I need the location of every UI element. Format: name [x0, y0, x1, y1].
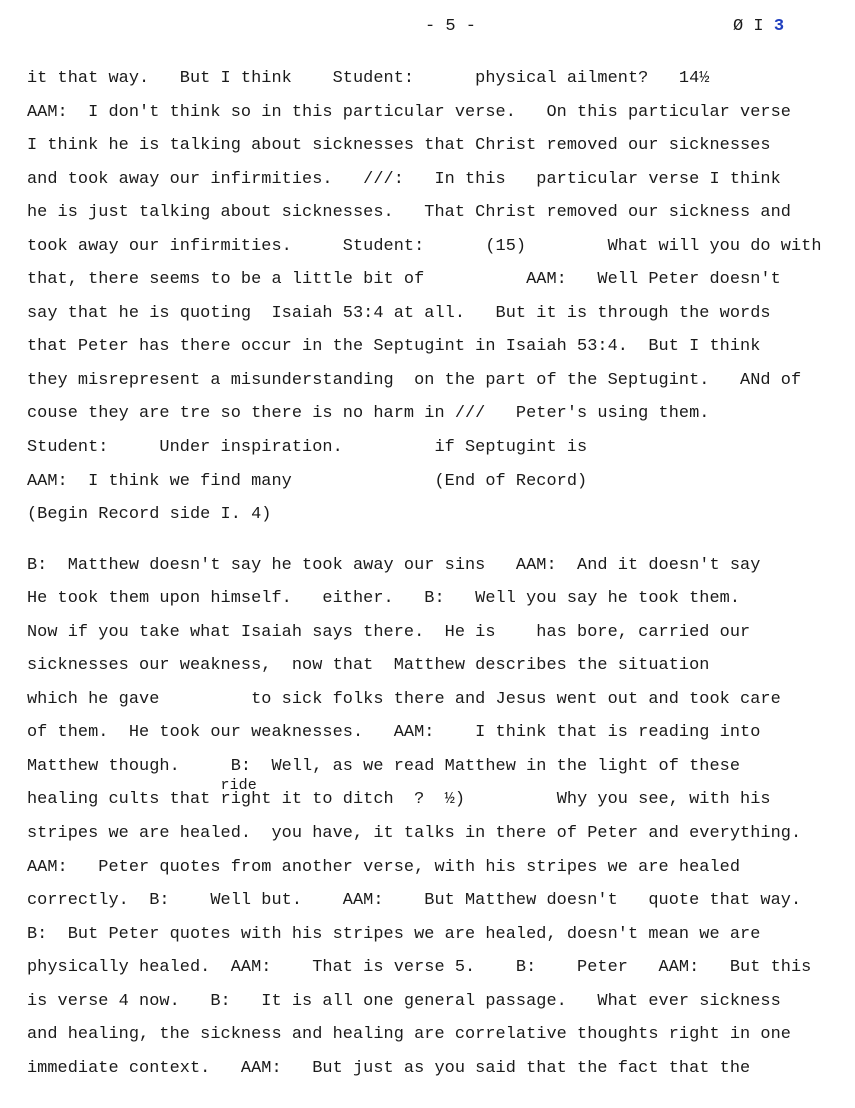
text-line: and took away our infirmities. ///: In this particular verse I think: [27, 169, 781, 189]
text-line: took away our infirmities. Student: (15) What will you do with: [27, 236, 822, 256]
text-line: Student: Under inspiration. if Septugint is: [27, 438, 588, 458]
handwritten-number: 3: [773, 17, 785, 36]
text-line: B: Matthew doesn't say he took away our sins AAM: And it doesn't say: [27, 555, 761, 575]
section-gap: [27, 536, 855, 553]
text-line: he is just talking about sicknesses. That Christ removed our sickness and: [27, 203, 791, 223]
page-number: - 5 -: [425, 17, 477, 36]
text-line: sicknesses our weakness, now that Matthew describes the situation: [27, 656, 710, 676]
line-text: it to ditch ? ½) Why you see, with his: [271, 790, 771, 810]
text-line: couse they are tre so there is no harm in /// Peter's using them.: [27, 404, 710, 424]
text-line: immediate context. AAM: But just as you said that the fact that the: [27, 1058, 751, 1078]
corrected-word: [220, 777, 272, 810]
text-line: Now if you take what Isaiah says there. He is has bore, carried our: [27, 622, 751, 642]
text-line: (Begin Record side I. 4): [27, 505, 272, 525]
text-line: it that way. But I think Student: physical ailment? 14½: [27, 69, 710, 88]
text-line: AAM: Peter quotes from another verse, with his stripes we are healed: [27, 857, 741, 877]
text-line: and healing, the sickness and healing are correlative thoughts right in one: [27, 1025, 791, 1045]
line-text: healing cults that: [27, 790, 221, 810]
text-line: is verse 4 now. B: It is all one general passage. What ever sickness: [27, 991, 781, 1011]
text-line: that Peter has there occur in the Septugint in Isaiah 53:4. But I think: [27, 337, 761, 357]
text-line: Matthew though. B: Well, as we read Matthew in the light of these: [27, 756, 741, 776]
text-line: correctly. B: Well but. AAM: But Matthew doesn't quote that way.: [27, 891, 802, 911]
text-line: He took them upon himself. either. B: Well you say he took them.: [27, 589, 741, 609]
section-2: [27, 553, 855, 1090]
text-line: they misrepresent a misunderstanding on the part of the Septugint. ANd of: [27, 370, 802, 390]
text-line: I think he is talking about sicknesses that Christ removed our sicknesses: [27, 136, 771, 156]
text-line: AAM: I think we find many (End of Record): [27, 471, 588, 491]
text-line: which he gave to sick folks there and Jesus went out and took care: [27, 689, 781, 709]
code-prefix: Ø I: [733, 17, 774, 36]
original-word: right: [220, 790, 272, 810]
section-1: [27, 66, 855, 536]
text-line: say that he is quoting Isaiah 53:4 at all. But it is through the words: [27, 303, 771, 323]
document-code: [733, 17, 784, 36]
text-line: physically healed. AAM: That is verse 5. B: Peter AAM: But this: [27, 958, 812, 978]
text-line: [27, 777, 855, 821]
transcript-body: [27, 66, 855, 1089]
text-line: of them. He took our weaknesses. AAM: I think that is reading into: [27, 723, 761, 743]
insertion-word: ride: [220, 777, 257, 795]
text-line: B: But Peter quotes with his stripes we are healed, doesn't mean we are: [27, 924, 761, 944]
text-line: that, there seems to be a little bit of AAM: Well Peter doesn't: [27, 270, 781, 290]
text-line: AAM: I don't think so in this particular verse. On this particular verse: [27, 102, 791, 122]
text-line: stripes we are healed. you have, it talks in there of Peter and everything.: [27, 824, 802, 844]
